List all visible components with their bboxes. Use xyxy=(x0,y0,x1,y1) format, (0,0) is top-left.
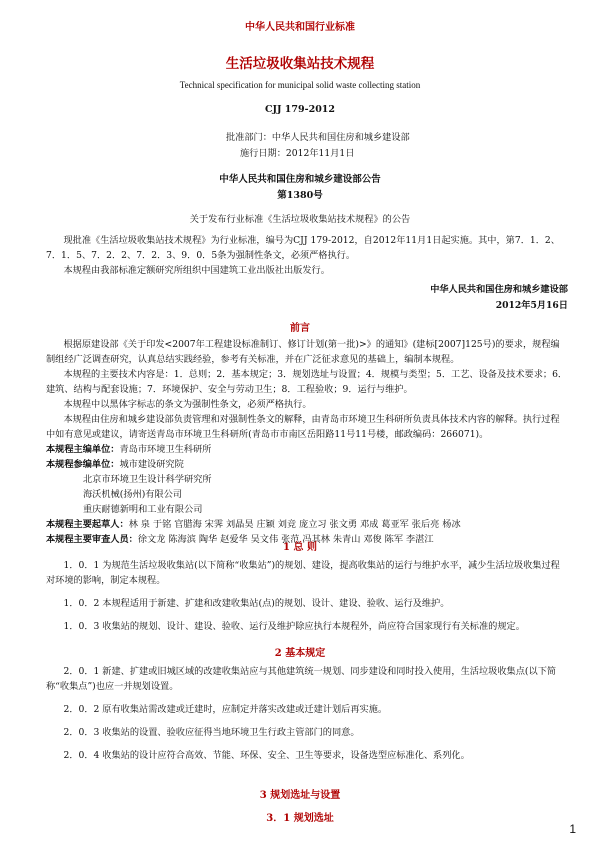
foreword-body xyxy=(46,337,568,547)
chapter-3-heading: 3 规划选址与设置 xyxy=(259,790,341,801)
page-number: 1 xyxy=(569,822,576,836)
announcement-paragraph: 现批准《生活垃圾收集站技术规程》为行业标准，编号为CJJ 179-2012，自2012年11月1日起实施。其中，第7．1．2、7．1．5、7．2．2、7．2．3、9．0．5条为强制性条文，必须严格执行。 xyxy=(46,235,560,261)
foreword-paragraph: 本规程的主要技术内容是：1．总则；2．基本规定；3．规划选址与设置；4．规模与类型；5．工艺、设备及技术要求；6．建筑、结构与配套设施；7．环境保护、安全与劳动卫生；8．工程验收；9．运行与维护。 xyxy=(46,369,568,395)
effective-date: 施行日期：2012年11月1日 xyxy=(240,148,355,159)
foreword-paragraph: 本规程中以黑体字标志的条文为强制性条文，必须严格执行。 xyxy=(63,399,312,410)
chapter-2-heading: 2 基本规定 xyxy=(274,648,326,659)
clause: 1．0．3 收集站的规划、设计、建设、验收、运行及维护除应执行本规程外，尚应符合国家现行有关标准的规定。 xyxy=(63,621,525,632)
announcement-issuer: 中华人民共和国住房和城乡建设部公告 xyxy=(219,174,381,185)
chief-editor-line xyxy=(46,442,568,457)
foreword-paragraph: 根据原建设部《关于印发<2007年工程建设标准制订、修订计划(第一批)>》的通知》(建标[2007]125号)的要求，规程编制组经广泛调查研究，认真总结实践经验，参考有关标准，并在广泛征求意见的基础上，编制本规程。 xyxy=(46,339,560,365)
reviewers-label: 本规程主要审查人员： xyxy=(46,534,138,545)
drafters-value: 林 泉 于铭 官腊海 宋霁 刘晶昊 庄颖 刘竞 庞立习 张文勇 邓成 葛亚军 张后亮 杨冰 xyxy=(128,519,461,530)
drafters-line xyxy=(46,517,568,532)
chief-editor-label: 本规程主编单位： xyxy=(46,444,120,455)
participants-line xyxy=(46,457,568,472)
clause: 2．0．3 收集站的设置、验收应征得当地环境卫生行政主管部门的同意。 xyxy=(63,727,360,738)
document-title: 生活垃圾收集站技术规程 xyxy=(225,56,375,72)
clause: 1．0．1 为规范生活垃圾收集站(以下简称“收集站”)的规划、建设，提高收集站的运行与维护水平，减少生活垃圾收集过程对环境的影响，制定本规程。 xyxy=(46,560,560,586)
chapter-2-body xyxy=(46,664,568,763)
standard-code: CJJ 179-2012 xyxy=(264,104,336,115)
clause: 2．0．2 原有收集站需改建或迁建时，应制定并落实改建或迁建计划后再实施。 xyxy=(63,704,388,715)
clause: 2．0．1 新建、扩建或旧城区域的改建收集站应与其他建筑统一规划、同步建设和同时投入使用，生活垃圾收集点(以下简称“收集点”)也应一并规划设置。 xyxy=(46,666,557,692)
signature-date: 2012年5月16日 xyxy=(495,300,568,311)
participants-label: 本规程参编单位： xyxy=(46,459,120,470)
industry-standard-label: 中华人民共和国行业标准 xyxy=(245,22,355,33)
participant-item: 重庆耐德新明和工业有限公司 xyxy=(83,504,203,515)
foreword-paragraph: 本规程由住房和城乡建设部负责管理和对强制性条文的解释，由青岛市环境卫生科研所负责具体技术内容的解释。执行过程中如有意见或建议，请寄送青岛市环境卫生科研所(青岛市市南区岳阳路11号11号楼，邮政编码：266071)。 xyxy=(46,414,560,440)
signature-org: 中华人民共和国住房和城乡建设部 xyxy=(430,284,568,295)
document-title-english: Technical specification for municipal solid waste collecting station xyxy=(179,80,421,90)
participant-item: 北京市环境卫生设计科学研究所 xyxy=(83,474,212,485)
chief-editor-value: 青岛市环境卫生科研所 xyxy=(119,444,212,455)
foreword-heading: 前言 xyxy=(290,323,310,334)
clause: 1．0．2 本规程适用于新建、扩建和改建收集站(点)的规划、设计、建设、验收、运行及维护。 xyxy=(63,598,450,609)
announcement-subject: 关于发布行业标准《生活垃圾收集站技术规程》的公告 xyxy=(189,214,411,225)
drafters-label: 本规程主要起草人： xyxy=(46,519,129,530)
announcement-number: 第1380号 xyxy=(277,190,323,201)
chapter-1-heading: 1 总 则 xyxy=(283,542,317,553)
participant-item: 海沃机械(扬州)有限公司 xyxy=(83,489,183,500)
announcement-paragraph: 本规程由我部标准定额研究所组织中国建筑工业出版社出版发行。 xyxy=(63,265,330,276)
chapter-1-body xyxy=(46,558,568,634)
clause: 2．0．4 收集站的设计应符合高效、节能、环保、安全、卫生等要求，设备选型应标准化、系列化。 xyxy=(63,750,470,761)
announcement-body xyxy=(46,233,568,278)
section-3-1-heading: 3．1 规划选址 xyxy=(266,813,334,824)
reviewers-value: 徐文龙 陈海滨 陶华 赵爱华 吴文伟 张范 冯其林 朱青山 邓俊 陈军 李湛江 xyxy=(137,534,434,545)
participant-item: 城市建设研究院 xyxy=(119,459,184,470)
approval-department: 批准部门：中华人民共和国住房和城乡建设部 xyxy=(226,132,410,143)
